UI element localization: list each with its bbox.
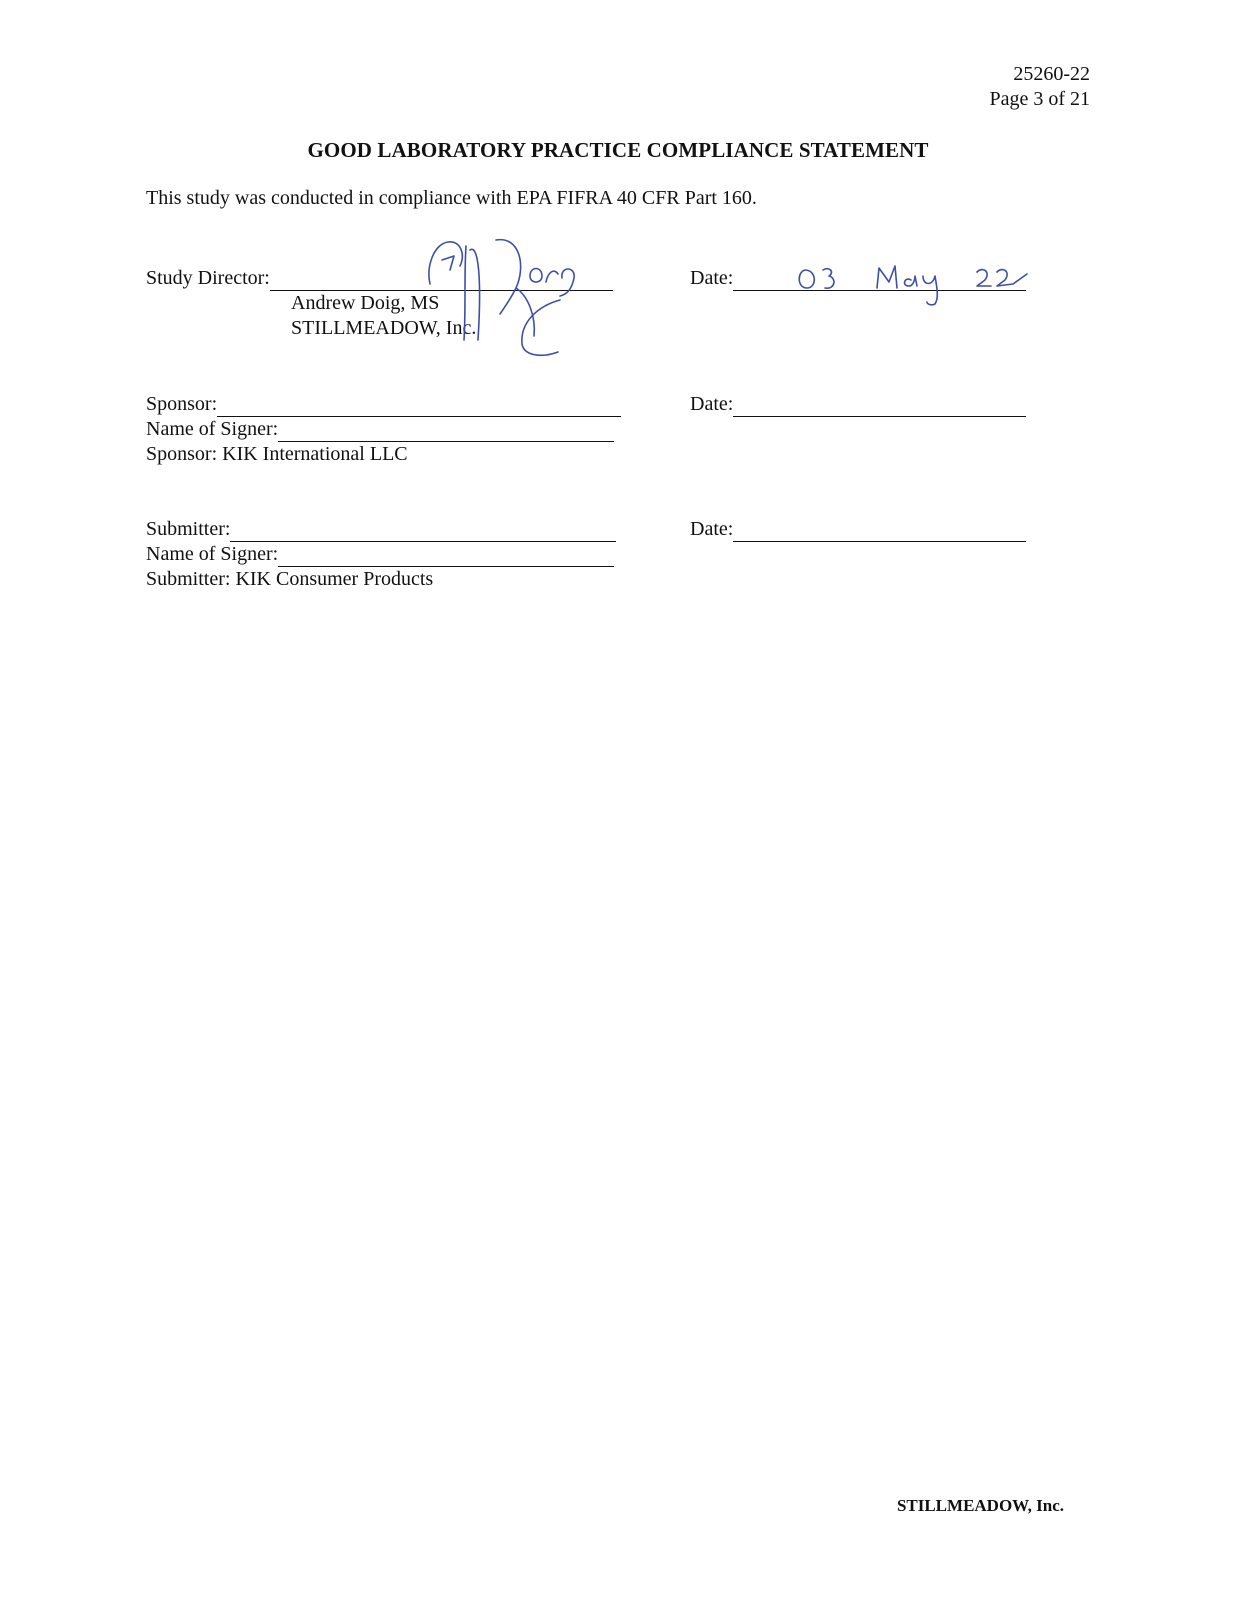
sponsor-label: Sponsor: [146,393,218,415]
submitter-date-line [733,523,1026,542]
compliance-statement: This study was conducted in compliance with EPA FIFRA 40 CFR Part 160. [146,187,757,209]
study-director-label: Study Director: [146,267,270,289]
submitter-date-field [690,517,1026,542]
sponsor-organization: Sponsor: KIK International LLC [146,443,408,465]
sponsor-date-field [690,392,1026,417]
submitter-signer-line [278,548,614,567]
study-director-company: STILLMEADOW, Inc. [291,317,477,339]
submitter-signature-line [230,523,616,542]
submitter-date-label: Date: [690,518,734,540]
study-director-name: Andrew Doig, MS [291,292,440,314]
page-number: Page 3 of 21 [989,88,1090,110]
study-director-date-handwritten [795,258,1035,308]
submitter-organization: Submitter: KIK Consumer Products [146,568,434,590]
submitter-label: Submitter: [146,518,231,540]
document-title: GOOD LABORATORY PRACTICE COMPLIANCE STATEMENT [307,138,929,162]
page-header [989,62,1090,112]
report-number: 25260-22 [1013,63,1090,85]
submitter-block [146,517,616,592]
sponsor-signer-line [278,423,614,442]
sponsor-signature-line [217,398,621,417]
study-director-date-label: Date: [690,267,734,289]
page-footer-company: STILLMEADOW, Inc. [896,1496,1064,1515]
submitter-signer-label: Name of Signer: [146,543,279,565]
sponsor-date-line [733,398,1026,417]
sponsor-block [146,392,621,467]
sponsor-signer-label: Name of Signer: [146,418,279,440]
sponsor-date-label: Date: [690,393,734,415]
study-director-signature [420,236,620,366]
